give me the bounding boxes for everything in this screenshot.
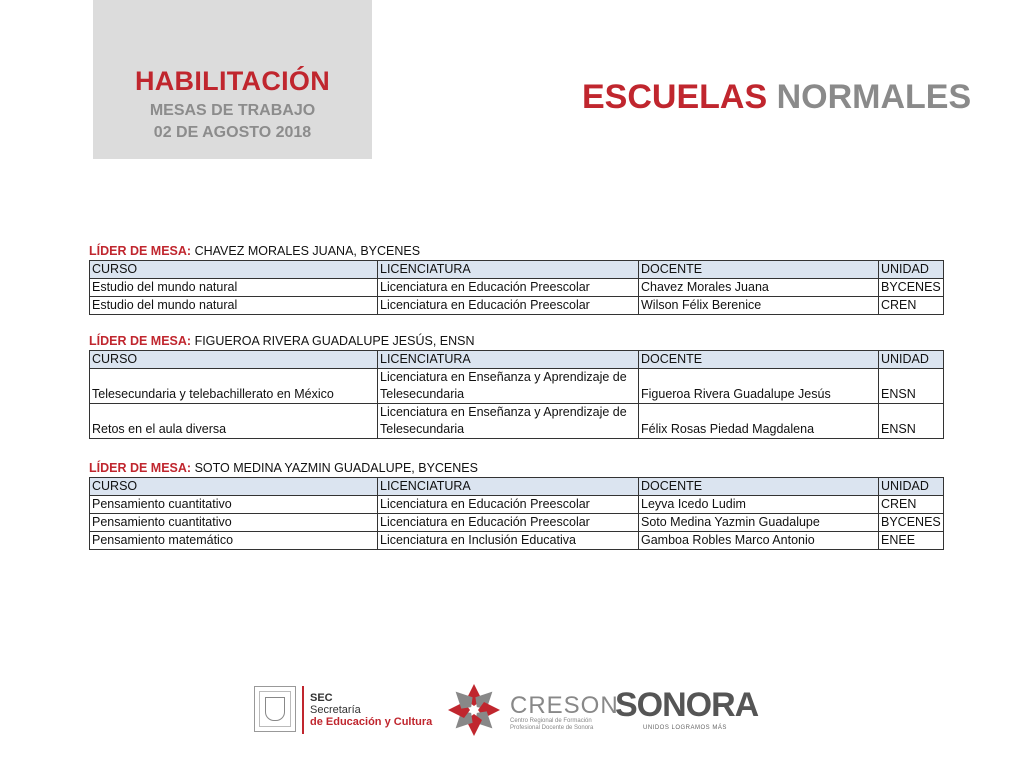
table-header-row <box>90 351 944 369</box>
cell-unidad: ENSN <box>879 369 944 404</box>
table-header-row <box>90 478 944 496</box>
leader-line <box>89 333 943 349</box>
group-1 <box>89 243 943 315</box>
creson-logo-icon <box>446 682 502 738</box>
header-docente: DOCENTE <box>639 261 879 279</box>
cell-unidad: BYCENES <box>879 279 944 297</box>
cell-docente: Chavez Morales Juana <box>639 279 879 297</box>
header-docente: DOCENTE <box>639 351 879 369</box>
table-row <box>90 369 944 404</box>
table-row <box>90 514 944 532</box>
event-subtitle: MESAS DE TRABAJO <box>149 102 316 119</box>
footer-logos <box>0 670 1024 760</box>
page-title <box>582 78 971 117</box>
group-3 <box>89 460 943 550</box>
cell-curso: Estudio del mundo natural <box>90 297 378 315</box>
creson-subtitle: Centro Regional de Formación Profesional Docente de Sonora <box>510 718 594 731</box>
cell-licenciatura: Licenciatura en Inclusión Educativa <box>378 532 639 550</box>
cell-curso: Retos en el aula diversa <box>90 404 378 439</box>
leader-name: FIGUEROA RIVERA GUADALUPE JESÚS, ENSN <box>194 334 475 348</box>
table-row <box>90 297 944 315</box>
cell-docente: Gamboa Robles Marco Antonio <box>639 532 879 550</box>
cell-licenciatura: Licenciatura en Educación Preescolar <box>378 496 639 514</box>
cell-licenciatura: Licenciatura en Educación Preescolar <box>378 279 639 297</box>
sec-abbr: SEC <box>310 692 333 704</box>
cell-licenciatura: Licenciatura en Enseñanza y Aprendizaje de Telesecundaria <box>378 369 639 404</box>
table-row <box>90 279 944 297</box>
cell-docente: Leyva Icedo Ludim <box>639 496 879 514</box>
page-title-part2: NORMALES <box>776 78 972 116</box>
cell-curso: Pensamiento matemático <box>90 532 378 550</box>
page-title-part1: ESCUELAS <box>582 78 768 116</box>
table-row <box>90 532 944 550</box>
sonora-tagline: UNIDOS LOGRAMOS MÁS <box>643 725 727 731</box>
leader-line <box>89 243 943 259</box>
table-header-row <box>90 261 944 279</box>
table-row <box>90 496 944 514</box>
cell-curso: Pensamiento cuantitativo <box>90 514 378 532</box>
sec-line1: Secretaría <box>310 704 361 716</box>
leader-name: SOTO MEDINA YAZMIN GUADALUPE, BYCENES <box>194 461 478 475</box>
header-docente: DOCENTE <box>639 478 879 496</box>
table-row <box>90 404 944 439</box>
event-date: 02 DE AGOSTO 2018 <box>153 124 312 141</box>
header-unidad: UNIDAD <box>879 351 944 369</box>
sec-line2: de Educación y Cultura <box>310 716 433 728</box>
cell-licenciatura: Licenciatura en Enseñanza y Aprendizaje de Telesecundaria <box>378 404 639 439</box>
cell-docente: Figueroa Rivera Guadalupe Jesús <box>639 369 879 404</box>
header-curso: CURSO <box>90 351 378 369</box>
leader-label: LÍDER DE MESA: <box>89 244 192 258</box>
cell-unidad: ENSN <box>879 404 944 439</box>
group-table <box>89 260 944 315</box>
cell-curso: Pensamiento cuantitativo <box>90 496 378 514</box>
sec-divider <box>302 686 304 734</box>
header-licenciatura: LICENCIATURA <box>378 351 639 369</box>
header-curso: CURSO <box>90 261 378 279</box>
cell-licenciatura: Licenciatura en Educación Preescolar <box>378 514 639 532</box>
group-table <box>89 477 944 550</box>
leader-label: LÍDER DE MESA: <box>89 334 192 348</box>
cell-unidad: BYCENES <box>879 514 944 532</box>
state-seal-icon <box>254 686 296 732</box>
cell-licenciatura: Licenciatura en Educación Preescolar <box>378 297 639 315</box>
cell-curso: Estudio del mundo natural <box>90 279 378 297</box>
event-header-box <box>93 0 372 159</box>
cell-docente: Félix Rosas Piedad Magdalena <box>639 404 879 439</box>
cell-docente: Soto Medina Yazmin Guadalupe <box>639 514 879 532</box>
cell-unidad: CREN <box>879 297 944 315</box>
cell-unidad: CREN <box>879 496 944 514</box>
header-unidad: UNIDAD <box>879 478 944 496</box>
event-title: HABILITACIÓN <box>134 66 331 96</box>
group-table <box>89 350 944 439</box>
header-curso: CURSO <box>90 478 378 496</box>
leader-line <box>89 460 943 476</box>
cell-unidad: ENEE <box>879 532 944 550</box>
cell-curso: Telesecundaria y telebachillerato en México <box>90 369 378 404</box>
header-unidad: UNIDAD <box>879 261 944 279</box>
header-licenciatura: LICENCIATURA <box>378 261 639 279</box>
sonora-logo: SONORA <box>615 686 759 724</box>
sec-logo <box>310 692 432 728</box>
header-licenciatura: LICENCIATURA <box>378 478 639 496</box>
creson-name: CRESON <box>510 692 619 719</box>
leader-name: CHAVEZ MORALES JUANA, BYCENES <box>194 244 421 258</box>
leader-label: LÍDER DE MESA: <box>89 461 192 475</box>
cell-docente: Wilson Félix Berenice <box>639 297 879 315</box>
group-2 <box>89 333 943 439</box>
